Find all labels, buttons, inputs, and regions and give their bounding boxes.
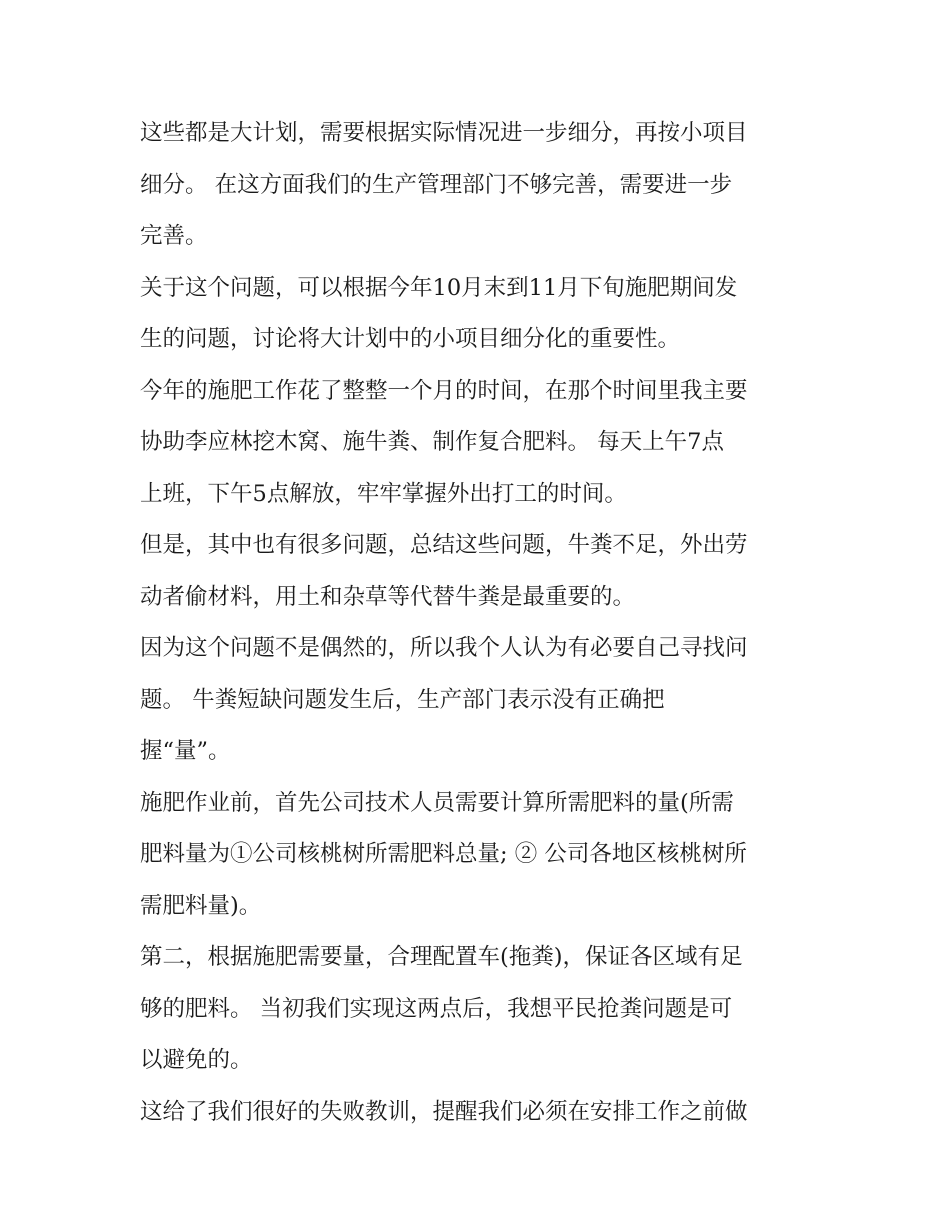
text-line: 关于这个问题，可以根据今年10月末到11月下旬施肥期间发 (140, 274, 738, 301)
text-line: 施肥作业前，首先公司技术人员需要计算所需肥料的量(所需 (140, 789, 734, 816)
text-line: 够的肥料。 当初我们实现这两点后，我想平民抢粪问题是可 (140, 995, 733, 1022)
text-line: 今年的施肥工作花了整整一个月的时间，在那个时间里我主要 (140, 377, 748, 404)
text-line: 肥料量为①公司核桃树所需肥料总量; ② 公司各地区核桃树所 (140, 841, 747, 867)
text-line: 这给了我们很好的失败教训，提醒我们必须在安排工作之前做 (140, 1098, 748, 1125)
text-line: 以避免的。 (140, 1047, 253, 1073)
text-line: 协助李应林挖木窝、施牛粪、制作复合肥料。 每天上午7点 (140, 429, 724, 455)
text-line: 握“量”。 (140, 738, 231, 764)
text-line: 因为这个问题不是偶然的，所以我个人认为有必要自己寻找问 (140, 635, 748, 661)
text-line: 题。 牛粪短缺问题发生后，生产部门表示没有正确把 (140, 686, 665, 713)
text-line: 生的问题，讨论将大计划中的小项目细分化的重要性。 (140, 326, 681, 352)
text-line: 动者偷材料，用土和杂草等代替牛粪是最重要的。 (140, 583, 636, 610)
text-line: 第二，根据施肥需要量，合理配置车(拖粪)，保证各区域有足 (140, 944, 743, 970)
text-line: 完善。 (140, 223, 208, 249)
text-line: 需肥料量)。 (140, 892, 262, 919)
text-line: 上班，下午5点解放，牢牢掌握外出打工的时间。 (140, 480, 627, 507)
text-line: 但是，其中也有很多问题，总结这些问题，牛粪不足，外出劳 (140, 532, 748, 558)
document-body (140, 108, 820, 1138)
text-line: 这些都是大计划，需要根据实际情况进一步细分，再按小项目 (140, 120, 748, 146)
text-line: 细分。 在这方面我们的生产管理部门不够完善，需要进一步 (140, 171, 733, 198)
